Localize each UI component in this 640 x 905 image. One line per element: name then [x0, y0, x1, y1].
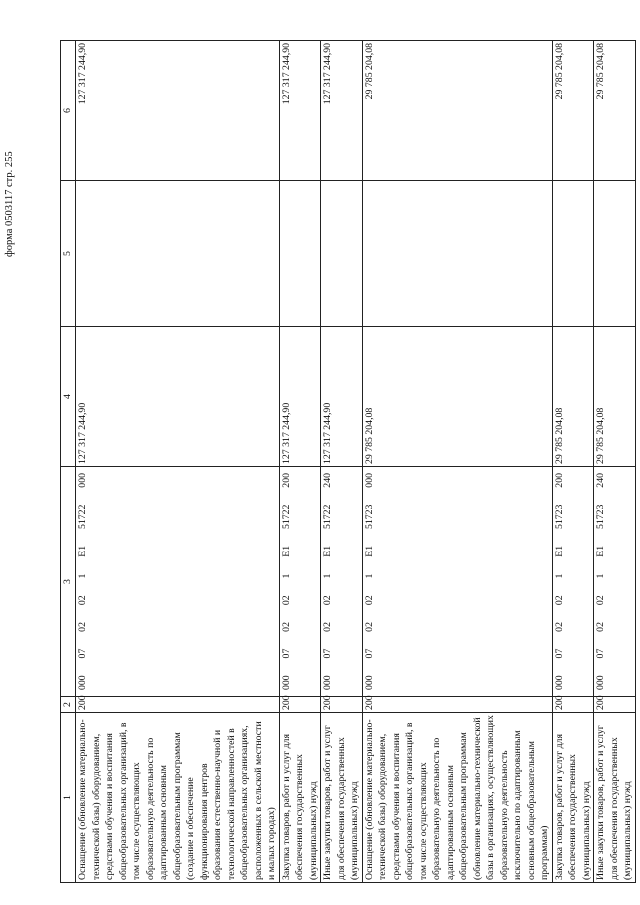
- classification-code-part: E1: [363, 545, 375, 557]
- classification-code-cell: [321, 467, 363, 697]
- table-row: [76, 41, 280, 883]
- column-header: 5: [61, 181, 76, 327]
- bank-executed-cell: [279, 181, 321, 327]
- line-code-cell: 200: [552, 697, 594, 713]
- classification-code-part: 02: [363, 622, 375, 632]
- column-header: 1: [61, 713, 76, 883]
- approved-amount-cell: 29 785 204,08: [552, 327, 594, 467]
- classification-code-part: 07: [322, 648, 333, 659]
- classification-code-part: 000: [595, 675, 606, 690]
- classification-code-part: 02: [280, 595, 292, 606]
- line-code-cell: 200: [76, 697, 280, 713]
- classification-code-part: 000: [77, 473, 88, 488]
- classification-code-part: 1: [595, 573, 606, 579]
- executed-total-cell: 127 317 244,90: [321, 41, 363, 181]
- classification-code-part: 02: [77, 595, 88, 606]
- table-header-row: [61, 41, 76, 883]
- executed-total-cell: 127 317 244,90: [76, 41, 280, 181]
- classification-code-part: 51723: [595, 504, 606, 530]
- classification-code-parts: [76, 469, 90, 694]
- row-name-cell: Оснащение (обновление материально-технической базы) оборудованием, средствами обучения и воспитания общеобразовательных организаций, в том числе осуществляющих образовательную деятельность по адаптированным основным общеобразовательным программам (обновление материально-технической базы в организациях, осуществляющих образовательную деятельность исключительно по адаптированным основным общеобразовательным программам): [362, 713, 552, 883]
- classification-code-part: E1: [280, 545, 292, 557]
- bank-executed-cell: [76, 181, 280, 327]
- row-name-cell: Закупка товаров, работ и услуг для обеспечения государственных (муниципальных) нужд: [279, 713, 321, 883]
- classification-code-part: 02: [322, 622, 333, 632]
- classification-code-part: 07: [595, 648, 606, 659]
- classification-code-part: 000: [363, 675, 375, 690]
- classification-code-part: 000: [553, 675, 565, 690]
- classification-code-part: 51722: [322, 504, 333, 530]
- classification-code-part: 000: [322, 675, 333, 690]
- approved-amount-cell: 29 785 204,08: [594, 327, 636, 467]
- line-code-cell: 200: [594, 697, 636, 713]
- table-body: [76, 41, 636, 883]
- classification-code-cell: [594, 467, 636, 697]
- classification-code-part: 02: [553, 595, 565, 606]
- classification-code-part: E1: [553, 545, 565, 557]
- classification-code-part: 02: [595, 622, 606, 632]
- classification-code-part: 1: [553, 573, 565, 579]
- classification-code-part: 1: [322, 573, 333, 579]
- classification-code-part: 000: [363, 473, 375, 488]
- classification-code-parts: [280, 469, 294, 694]
- row-name-cell: Закупка товаров, работ и услуг для обеспечения государственных (муниципальных) нужд: [552, 713, 594, 883]
- classification-code-part: 1: [77, 573, 88, 579]
- classification-code-parts: [594, 469, 608, 694]
- approved-amount-cell: 127 317 244,90: [321, 327, 363, 467]
- classification-code-part: 07: [77, 648, 88, 659]
- classification-code-part: 240: [595, 473, 606, 488]
- classification-code-part: E1: [595, 545, 606, 557]
- row-name-cell: Иные закупки товаров, работ и услуг для обеспечения государственных (муниципальных) нужд: [321, 713, 363, 883]
- approved-amount-cell: 127 317 244,90: [279, 327, 321, 467]
- column-header: 2: [61, 697, 76, 713]
- executed-total-cell: 29 785 204,08: [362, 41, 552, 181]
- classification-code-part: 07: [363, 648, 375, 659]
- line-code-cell: 200: [279, 697, 321, 713]
- classification-code-part: E1: [77, 545, 88, 557]
- classification-code-part: 51722: [280, 504, 292, 530]
- classification-code-part: 02: [595, 595, 606, 606]
- row-name-cell: Оснащение (обновление материально-технической базы) оборудованием, средствами обучения и воспитания общеобразовательных организаций, в том числе осуществляющих образовательную деятельность по адаптированным основным общеобразовательным программам (создание и обеспечение функционирования центров образования естественно-научной и технологической направленностей в общеобразовательных организациях, расположенных в сельской местности и малых городах): [76, 713, 280, 883]
- classification-code-parts: [363, 469, 377, 694]
- classification-code-part: 02: [77, 622, 88, 632]
- bank-executed-cell: [321, 181, 363, 327]
- classification-code-part: 07: [553, 648, 565, 659]
- bank-executed-cell: [362, 181, 552, 327]
- classification-code-cell: [552, 467, 594, 697]
- classification-code-parts: [321, 469, 335, 694]
- line-code-cell: 200: [362, 697, 552, 713]
- approved-amount-cell: 127 317 244,90: [76, 327, 280, 467]
- bank-executed-cell: [552, 181, 594, 327]
- table-row: [279, 41, 321, 883]
- bank-executed-cell: [594, 181, 636, 327]
- classification-code-part: 02: [280, 622, 292, 632]
- budget-execution-table: [60, 40, 636, 883]
- column-header: 3: [61, 467, 76, 697]
- table-row: [362, 41, 552, 883]
- classification-code-part: 51723: [363, 504, 375, 530]
- classification-code-part: E1: [322, 545, 333, 557]
- table-row: [594, 41, 636, 883]
- classification-code-part: 02: [553, 622, 565, 632]
- executed-total-cell: 29 785 204,08: [594, 41, 636, 181]
- classification-code-cell: [362, 467, 552, 697]
- approved-amount-cell: 29 785 204,08: [362, 327, 552, 467]
- table-row: [321, 41, 363, 883]
- classification-code-cell: [76, 467, 280, 697]
- line-code-cell: 200: [321, 697, 363, 713]
- classification-code-part: 51722: [77, 504, 88, 530]
- table-row: [552, 41, 594, 883]
- classification-code-part: 1: [280, 573, 292, 579]
- executed-total-cell: 127 317 244,90: [279, 41, 321, 181]
- classification-code-part: 07: [280, 648, 292, 659]
- column-header: 6: [61, 41, 76, 181]
- classification-code-part: 200: [553, 473, 565, 488]
- classification-code-part: 000: [77, 675, 88, 690]
- classification-code-part: 240: [322, 473, 333, 488]
- classification-code-part: 02: [322, 595, 333, 606]
- row-name-cell: Иные закупки товаров, работ и услуг для обеспечения государственных (муниципальных) нужд: [594, 713, 636, 883]
- classification-code-part: 02: [363, 595, 375, 606]
- classification-code-parts: [553, 469, 567, 694]
- classification-code-part: 200: [280, 473, 292, 488]
- classification-code-cell: [279, 467, 321, 697]
- column-header: 4: [61, 327, 76, 467]
- classification-code-part: 1: [363, 573, 375, 579]
- classification-code-part: 000: [280, 675, 292, 690]
- executed-total-cell: 29 785 204,08: [552, 41, 594, 181]
- form-reference: форма 0503117 стр. 255: [4, 151, 15, 257]
- classification-code-part: 51723: [553, 504, 565, 530]
